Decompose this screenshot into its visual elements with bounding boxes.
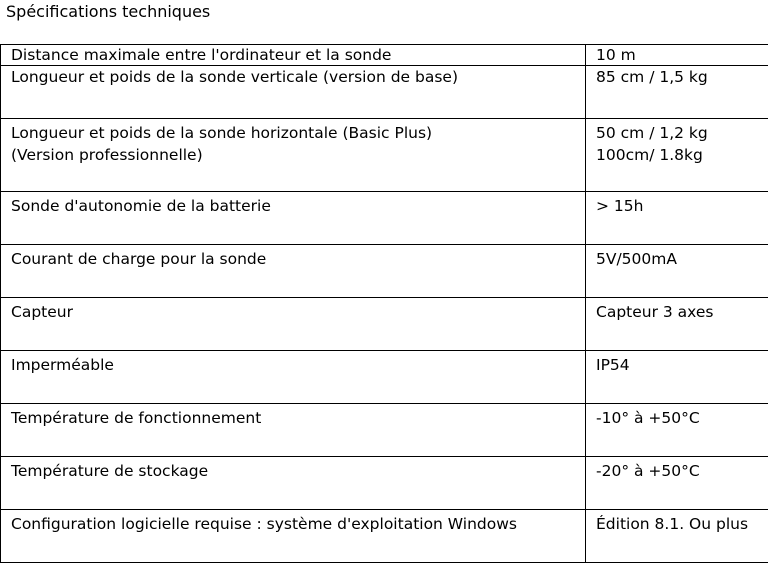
spec-label: Sonde d'autonomie de la batterie: [11, 197, 271, 215]
spec-value-cell: [586, 351, 768, 404]
spec-label: Courant de charge pour la sonde: [11, 250, 267, 268]
table-row: [1, 192, 768, 245]
table-row: [1, 510, 768, 563]
spec-value-cell: [586, 457, 768, 510]
spec-value-cell: [586, 510, 768, 563]
spec-value: 5V/500mA: [596, 250, 677, 268]
spec-label-cell: [1, 510, 586, 563]
spec-value-cell: [586, 245, 768, 298]
document-title: Spécifications techniques: [6, 2, 211, 21]
spec-label: Distance maximale entre l'ordinateur et la sonde: [11, 46, 392, 64]
spec-value: Capteur 3 axes: [596, 303, 714, 321]
spec-label: Température de stockage: [11, 462, 209, 480]
spec-label: Température de fonctionnement: [11, 409, 262, 427]
spec-label-cell: [1, 192, 586, 245]
spec-label-cell: [1, 245, 586, 298]
table-row: [1, 457, 768, 510]
spec-value: > 15h: [596, 197, 644, 215]
spec-value-cell: [586, 404, 768, 457]
spec-value: -20° à +50°C: [596, 462, 700, 480]
table-row: [1, 298, 768, 351]
spec-value: 50 cm / 1,2 kg: [596, 124, 708, 142]
table-row: [1, 404, 768, 457]
spec-value: 10 m: [596, 46, 636, 64]
spec-value-cell: [586, 119, 768, 192]
spec-label-cell: [1, 351, 586, 404]
table-row: [1, 45, 768, 66]
spec-value: Édition 8.1. Ou plus: [596, 515, 749, 533]
spec-label-cell: [1, 457, 586, 510]
spec-label: Configuration logicielle requise : système d'exploitation Windows: [11, 515, 517, 533]
spec-value: 85 cm / 1,5 kg: [596, 68, 708, 86]
table-row: [1, 351, 768, 404]
spec-label-cell: [1, 66, 586, 119]
spec-value: IP54: [596, 356, 630, 374]
spec-label-cell: [1, 404, 586, 457]
spec-label-cell: [1, 298, 586, 351]
spec-label-cell: [1, 45, 586, 66]
spec-label: Capteur: [11, 303, 73, 321]
spec-label: Imperméable: [11, 356, 114, 374]
table-row: [1, 66, 768, 119]
spec-value-cell: [586, 66, 768, 119]
spec-label: Longueur et poids de la sonde horizontale (Basic Plus): [11, 124, 433, 142]
spec-value-cell: [586, 45, 768, 66]
spec-label-cell: [1, 119, 586, 192]
spec-label: Longueur et poids de la sonde verticale (version de base): [11, 68, 459, 86]
table-row: [1, 245, 768, 298]
specifications-table: [0, 44, 768, 563]
table-row: [1, 119, 768, 192]
spec-value-cell: [586, 298, 768, 351]
spec-value: -10° à +50°C: [596, 409, 700, 427]
spec-value: 100cm/ 1.8kg: [596, 146, 703, 164]
spec-value-cell: [586, 192, 768, 245]
spec-label: (Version professionnelle): [11, 146, 203, 164]
